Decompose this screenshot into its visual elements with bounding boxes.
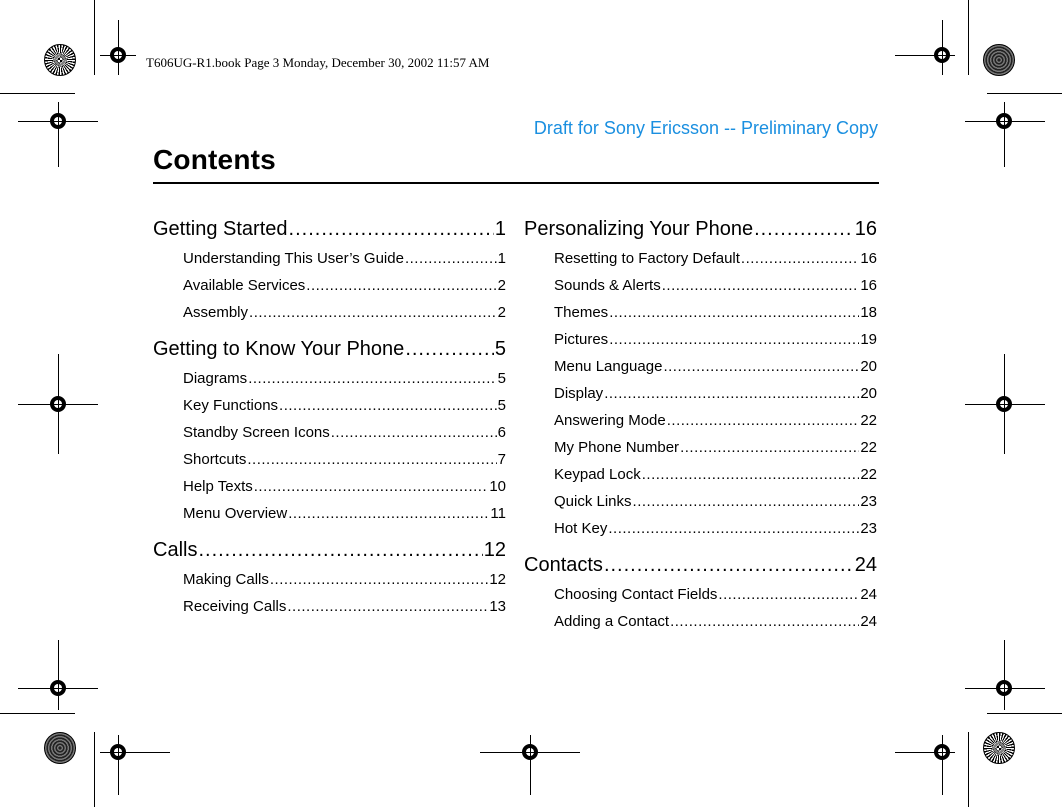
dot-leader	[604, 554, 854, 577]
toc-entry-page-number: 6	[497, 424, 506, 441]
toc-entry-title: Hot Key	[554, 520, 608, 537]
toc-entry-title: Shortcuts	[183, 451, 247, 468]
toc-entry-title: Keypad Lock	[554, 466, 641, 483]
toc-entry-page-number: 12	[489, 571, 506, 588]
registration-star-icon	[983, 732, 1015, 764]
toc-entry-page-number: 5	[497, 397, 506, 414]
dot-leader	[718, 586, 859, 603]
toc-section-entry[interactable]	[183, 250, 506, 267]
toc-entry-page-number: 24	[860, 613, 877, 630]
toc-section-entry[interactable]	[554, 586, 877, 603]
toc-entry-title: Getting Started	[153, 218, 288, 240]
toc-section-entry[interactable]	[554, 385, 877, 402]
toc-section-entry[interactable]	[183, 424, 506, 441]
registration-star-icon	[44, 732, 76, 764]
dot-leader	[680, 439, 859, 456]
toc-entry-page-number: 23	[860, 493, 877, 510]
toc-entry-title: Making Calls	[183, 571, 269, 588]
toc-section-entry[interactable]	[554, 613, 877, 630]
toc-entry-page-number: 18	[860, 304, 877, 321]
dot-leader	[289, 218, 494, 241]
dot-leader	[248, 370, 496, 387]
toc-entry-title: Calls	[153, 539, 198, 561]
dot-leader	[609, 304, 859, 321]
toc-entry-page-number: 24	[854, 554, 877, 576]
dot-leader	[279, 397, 497, 414]
toc-entry-title: Understanding This User’s Guide	[183, 250, 404, 267]
toc-section-entry[interactable]	[183, 451, 506, 468]
toc-entry-page-number: 13	[489, 598, 506, 615]
toc-entry-page-number: 23	[860, 520, 877, 537]
dot-leader	[609, 331, 859, 348]
toc-entry-title: Answering Mode	[554, 412, 666, 429]
dot-leader	[198, 539, 482, 562]
toc-entry-title: Help Texts	[183, 478, 253, 495]
dot-leader	[754, 218, 854, 241]
toc-section-entry[interactable]	[554, 520, 877, 537]
dot-leader	[633, 493, 860, 510]
dot-leader	[249, 304, 497, 321]
dot-leader	[405, 250, 497, 267]
toc-entry-page-number: 5	[494, 338, 506, 360]
toc-section-entry[interactable]	[183, 505, 506, 522]
toc-entry-page-number: 16	[860, 277, 877, 294]
toc-entry-title: Getting to Know Your Phone	[153, 338, 405, 360]
dot-leader	[288, 505, 489, 522]
toc-entry-page-number: 19	[860, 331, 877, 348]
toc-entry-page-number: 22	[860, 466, 877, 483]
toc-entry-title: Sounds & Alerts	[554, 277, 661, 294]
toc-entry-page-number: 1	[497, 250, 506, 267]
toc-entry-page-number: 7	[497, 451, 506, 468]
toc-entry-page-number: 10	[489, 478, 506, 495]
dot-leader	[287, 598, 488, 615]
toc-entry-page-number: 22	[860, 439, 877, 456]
toc-entry-page-number: 22	[860, 412, 877, 429]
title-rule	[153, 182, 879, 184]
toc-entry-title: Menu Overview	[183, 505, 288, 522]
toc-chapter-entry[interactable]	[153, 338, 506, 361]
dot-leader	[247, 451, 496, 468]
toc-entry-page-number: 2	[497, 304, 506, 321]
toc-section-entry[interactable]	[183, 370, 506, 387]
toc-section-entry[interactable]	[554, 304, 877, 321]
dot-leader	[306, 277, 496, 294]
toc-section-entry[interactable]	[554, 277, 877, 294]
toc-entry-title: Key Functions	[183, 397, 279, 414]
dot-leader	[662, 277, 860, 294]
dot-leader	[663, 358, 859, 375]
dot-leader	[741, 250, 859, 267]
toc-section-entry[interactable]	[183, 277, 506, 294]
draft-notice: Draft for Sony Ericsson -- Preliminary Copy	[533, 118, 878, 138]
dot-leader	[331, 424, 497, 441]
toc-entry-title: Assembly	[183, 304, 249, 321]
dot-leader	[405, 338, 494, 361]
toc-entry-page-number: 2	[497, 277, 506, 294]
toc-entry-title: Contacts	[524, 554, 603, 576]
page-title: Contents	[153, 144, 276, 175]
toc-entry-page-number: 12	[483, 539, 506, 561]
dot-leader	[642, 466, 860, 483]
registration-star-icon	[44, 44, 76, 76]
toc-entry-page-number: 20	[860, 385, 877, 402]
toc-entry-title: Display	[554, 385, 604, 402]
toc-section-entry[interactable]	[554, 439, 877, 456]
toc-entry-title: Standby Screen Icons	[183, 424, 330, 441]
toc-entry-title: Choosing Contact Fields	[554, 586, 718, 603]
toc-section-entry[interactable]	[554, 493, 877, 510]
toc-chapter-entry[interactable]	[153, 218, 506, 241]
dot-leader	[667, 412, 860, 429]
toc-entry-title: Receiving Calls	[183, 598, 287, 615]
toc-entry-title: Menu Language	[554, 358, 663, 375]
book-header-line: T606UG-R1.book Page 3 Monday, December 30, 2002 11:57 AM	[146, 55, 490, 70]
toc-entry-title: Diagrams	[183, 370, 248, 387]
toc-section-entry[interactable]	[554, 250, 877, 267]
toc-entry-title: Resetting to Factory Default	[554, 250, 740, 267]
toc-entry-page-number: 20	[860, 358, 877, 375]
dot-leader	[604, 385, 859, 402]
dot-leader	[270, 571, 488, 588]
toc-entry-page-number: 1	[494, 218, 506, 240]
toc-chapter-entry[interactable]	[524, 554, 877, 577]
registration-star-icon	[983, 44, 1015, 76]
toc-section-entry[interactable]	[183, 304, 506, 321]
toc-entry-title: Themes	[554, 304, 609, 321]
toc-chapter-entry[interactable]	[524, 218, 877, 241]
toc-entry-title: My Phone Number	[554, 439, 680, 456]
toc-entry-title: Pictures	[554, 331, 609, 348]
toc-entry-title: Available Services	[183, 277, 306, 294]
toc-entry-page-number: 24	[860, 586, 877, 603]
toc-entry-page-number: 16	[860, 250, 877, 267]
toc-entry-page-number: 5	[497, 370, 506, 387]
toc-section-entry[interactable]	[183, 598, 506, 615]
toc-section-entry[interactable]	[183, 397, 506, 414]
toc-section-entry[interactable]	[554, 358, 877, 375]
toc-section-entry[interactable]	[183, 478, 506, 495]
dot-leader	[608, 520, 859, 537]
toc-entry-page-number: 11	[490, 505, 506, 522]
toc-entry-title: Personalizing Your Phone	[524, 218, 754, 240]
toc-section-entry[interactable]	[554, 466, 877, 483]
dot-leader	[670, 613, 859, 630]
toc-entry-title: Quick Links	[554, 493, 632, 510]
toc-entry-title: Adding a Contact	[554, 613, 670, 630]
toc-section-entry[interactable]	[554, 412, 877, 429]
toc-section-entry[interactable]	[183, 571, 506, 588]
dot-leader	[254, 478, 489, 495]
toc-entry-page-number: 16	[854, 218, 877, 240]
toc-chapter-entry[interactable]	[153, 539, 506, 562]
toc-section-entry[interactable]	[554, 331, 877, 348]
